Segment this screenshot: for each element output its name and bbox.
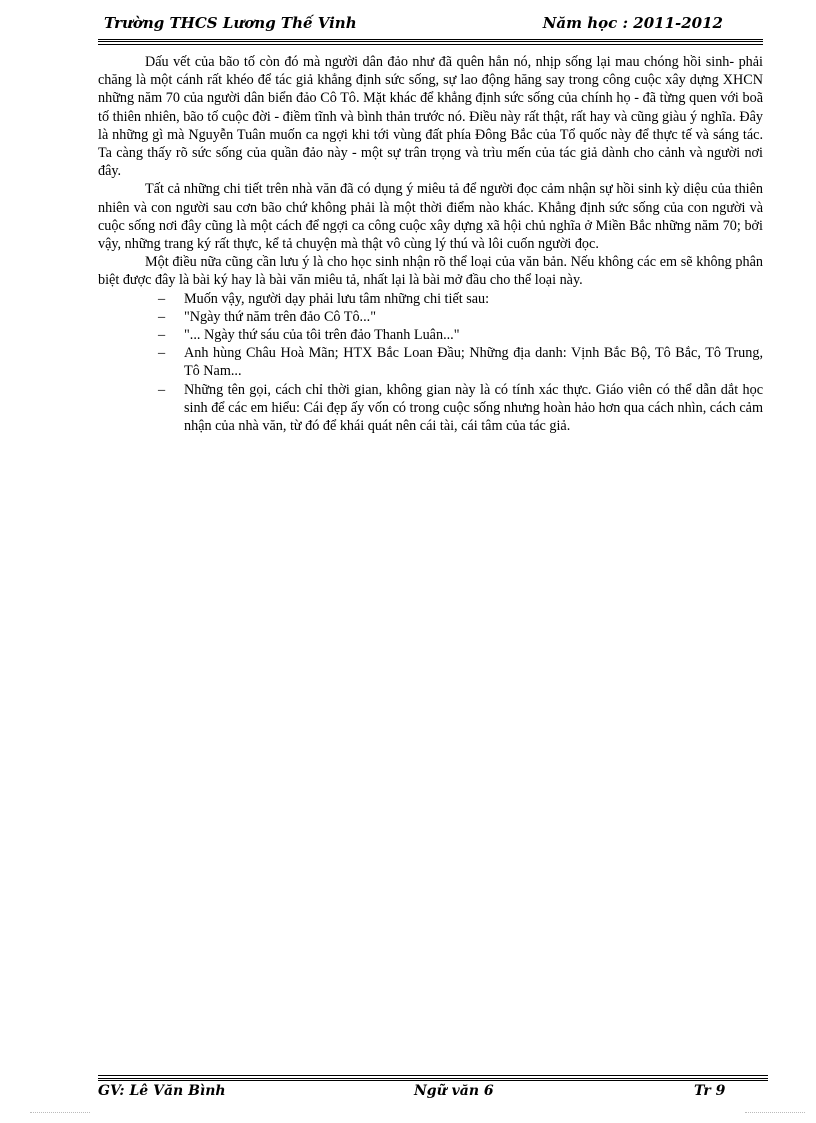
footer-dots — [30, 1112, 90, 1113]
list-item-text: "Ngày thứ năm trên đảo Cô Tô..." — [184, 308, 376, 325]
list-item — [98, 290, 763, 308]
paragraph: Một điều nữa cũng cần lưu ý là cho học sinh nhận rõ thể loại của văn bản. Nếu không các em sẽ không phân biệt được đây là bài ký hay là bài văn miêu tả, nhất lại là bài mở đầu cho thể loại này. — [98, 254, 763, 289]
list-item — [98, 344, 763, 380]
page-header — [98, 10, 763, 36]
list-item-text: Những tên gọi, cách chỉ thời gian, không gian này là có tính xác thực. Giáo viên có thể dẫn dắt học sinh để các em hiểu: Cái đẹp ấy vốn có trong cuộc sống nhưng hoàn hảo hơn qua cách nhìn, cách cảm nhận của nhà văn, từ đó để khái quát nên cái tài, cái tâm của tác giả. — [184, 381, 763, 435]
list-item — [98, 381, 763, 436]
paragraph: Dấu vết của bão tố còn đó mà người dân đảo như đã quên hẳn nó, nhịp sống lại mau chóng hồi sinh- phải chăng là một cánh rất khéo để tác giả khẳng định sức sống, sự lao động hăng say trong công cuộc xây dựng XHCN những năm 70 của người dân biển đảo Cô Tô. Mặt khác để khẳng định sức sống của chính họ - đã từng quen với boã tố thiên nhiên, bão tố cuộc đời - điềm tĩnh và bình thản trước nó. Điều này rất thật, rất hay và cũng giàu ý nghĩa. Đây là những gì mà Nguyễn Tuân muốn ca ngợi khi tới vùng đất phía Đông Bắc của Tổ quốc này để thực tế và sáng tác. Ta càng thấy rõ sức sống của quần đảo này - một sự trân trọng và trìu mến của tác giả dành cho cảnh và người nơi đây. — [98, 54, 763, 180]
teacher-name: GV: Lê Văn Bình — [98, 1083, 226, 1099]
document-body — [98, 53, 763, 435]
list-item-text: Anh hùng Châu Hoà Mãn; HTX Bắc Loan Đầu; Những địa danh: Vịnh Bắc Bộ, Tô Bắc, Tô Trung, Tô Nam... — [184, 345, 763, 380]
school-year: Năm học : 2011-2012 — [542, 14, 723, 32]
header-divider-thin — [98, 44, 763, 45]
school-name: Trường THCS Lương Thế Vinh — [104, 14, 357, 32]
dash-bullet: – — [158, 345, 166, 362]
dash-bullet: – — [158, 381, 166, 398]
dash-bullet: – — [158, 290, 166, 307]
footer-divider-thin — [98, 1075, 768, 1076]
footer-divider — [98, 1078, 768, 1081]
dash-list — [98, 290, 763, 436]
paragraph: Tất cả những chi tiết trên nhà văn đã có dụng ý miêu tả để người đọc cảm nhận sự hồi sinh kỳ diệu của thiên nhiên và con người sau cơn bão chứ không phải là một thời điểm nào khác. Khẳng định sức sống của con người và cuộc sống nơi đây cũng là một cách để ngợi ca công cuộc xây dựng xã hội chủ nghĩa ở Miền Bắc những năm 70; bởi vậy, những trang ký rất thực, kể tả chuyện mà thật vô cùng lý thú và lôi cuốn người đọc. — [98, 181, 763, 253]
subject-name: Ngữ văn 6 — [414, 1083, 494, 1099]
dash-bullet: – — [158, 308, 166, 325]
page-footer — [98, 1083, 768, 1105]
list-item — [98, 326, 763, 344]
list-item-text: Muốn vậy, người dạy phải lưu tâm những chi tiết sau: — [184, 290, 490, 307]
footer-dots — [745, 1112, 805, 1113]
page-number: Tr 9 — [694, 1083, 726, 1099]
list-item-text: "... Ngày thứ sáu của tôi trên đảo Thanh Luân..." — [184, 327, 460, 344]
header-divider — [98, 39, 763, 42]
dash-bullet: – — [158, 327, 166, 344]
list-item — [98, 308, 763, 326]
